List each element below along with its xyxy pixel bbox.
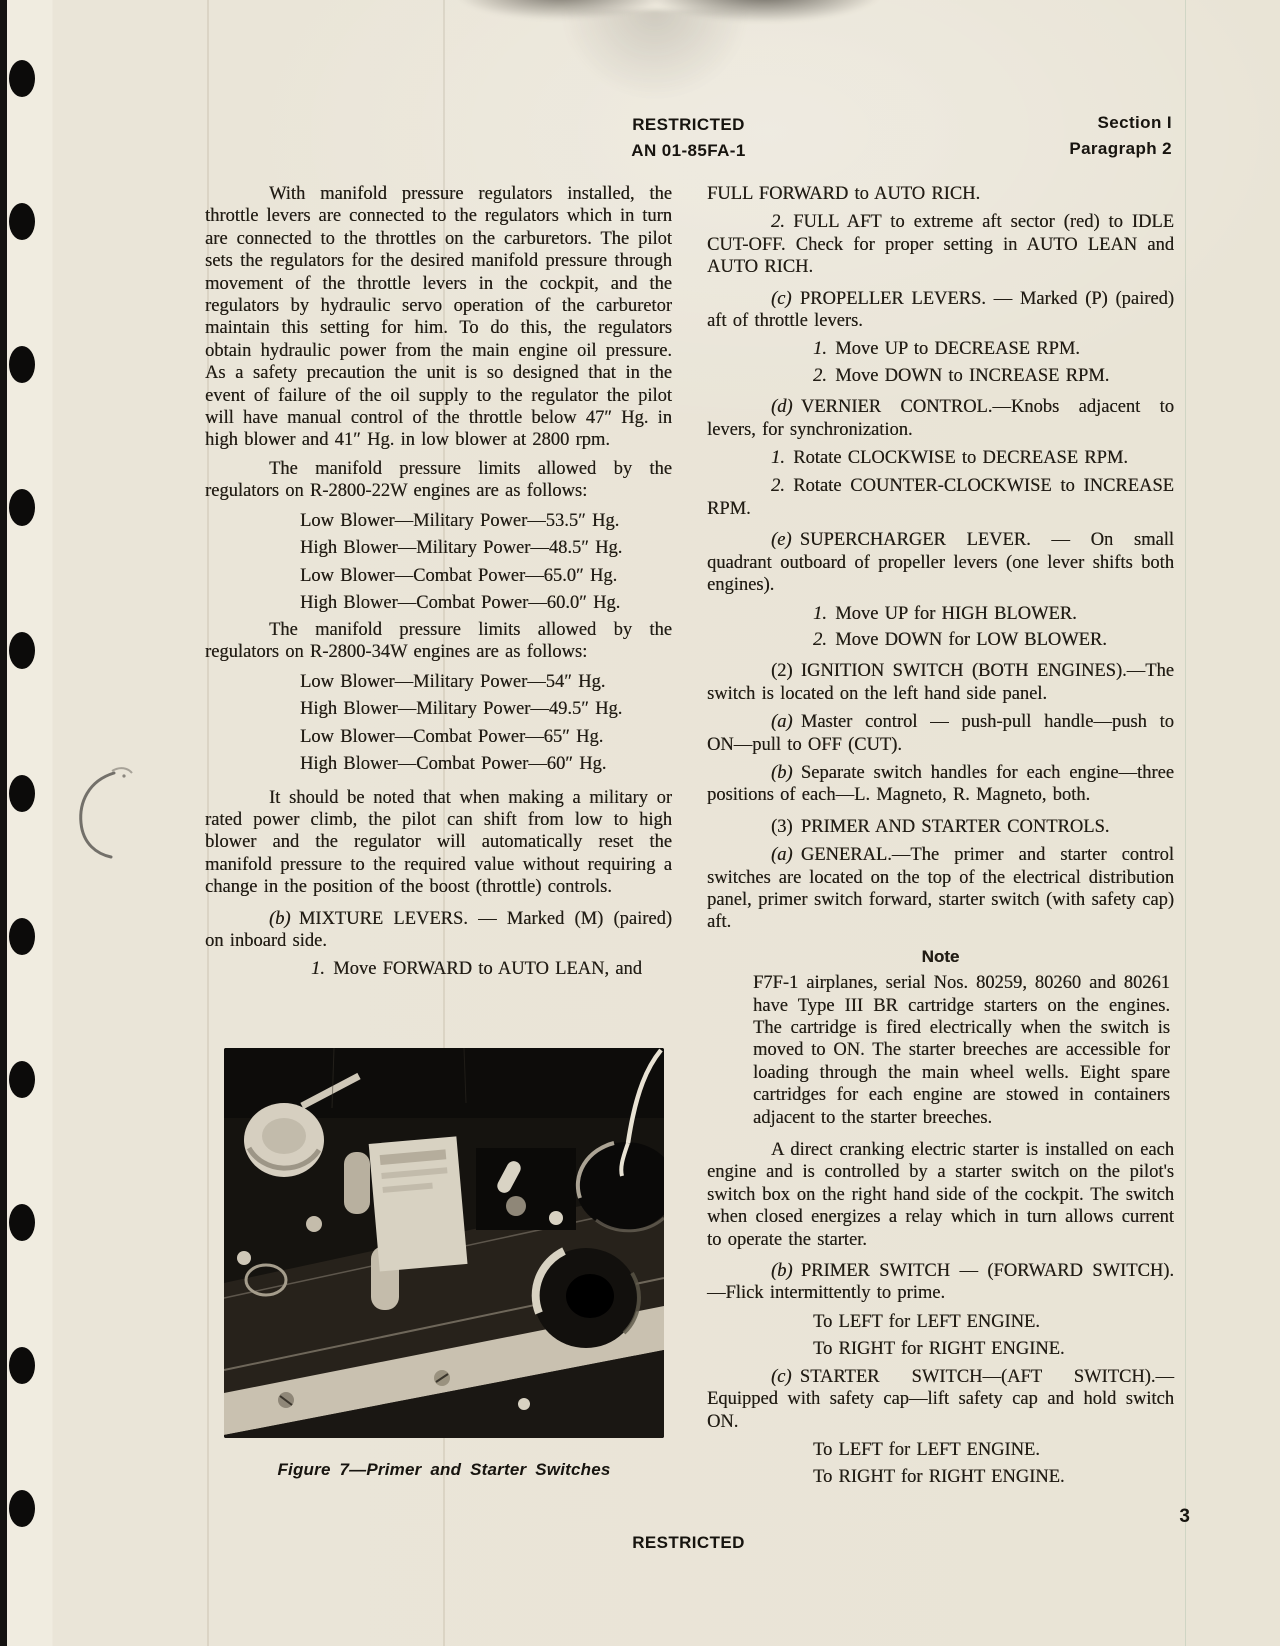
paragraph-text: MIXTURE LEVERS. — Marked (M) (paired) on inboard side.: [205, 908, 672, 951]
binder-hole: [9, 489, 35, 526]
binder-hole: [9, 1347, 35, 1384]
right-column: [707, 183, 1174, 1494]
item-marker: 2.: [813, 629, 827, 650]
spec-line: Low Blower—Combat Power—65.0″ Hg.: [300, 565, 618, 586]
binder-hole: [9, 203, 35, 240]
paper-crease: [1185, 0, 1186, 1646]
item-marker: 2.: [771, 476, 785, 497]
item-marker: (a): [771, 845, 793, 866]
item-marker: 2.: [771, 212, 785, 233]
paragraph-text: PROPELLER LEVERS. — Marked (P) (paired) aft of throttle levers.: [707, 288, 1174, 332]
paragraph-text: GENERAL.—The primer and starter control switches are located on the top of the electrical distribution panel, primer switch forward, starter switch (with safety cap) aft.: [707, 845, 1174, 933]
figure: [224, 1048, 664, 1480]
paragraph: [707, 288, 1174, 333]
binder-hole: [9, 346, 35, 383]
header-right: [930, 110, 1172, 162]
item-marker: (d): [771, 397, 793, 418]
paragraph: [707, 211, 1174, 278]
paragraph: [707, 396, 1174, 441]
paragraph-text: Separate switch handles for each engine—three positions of each—L. Magneto, R. Magneto, both.: [707, 762, 1174, 806]
paragraph-text: Rotate COUNTER-CLOCKWISE to INCREASE RPM.: [707, 476, 1174, 519]
figure-photo: [224, 1048, 664, 1438]
binder-hole: [9, 775, 35, 812]
item-marker: (b): [771, 762, 793, 783]
item-marker: 1.: [311, 959, 325, 980]
paragraph-label: Paragraph 2: [1069, 139, 1172, 158]
binder-hole: [9, 1204, 35, 1241]
item-marker: 1.: [771, 448, 785, 469]
spec-line: Low Blower—Military Power—53.5″ Hg.: [300, 510, 620, 531]
list-item: [813, 629, 1174, 651]
spec-line: Low Blower—Combat Power—65″ Hg.: [300, 726, 604, 747]
note-heading: Note: [921, 946, 960, 966]
binder-hole: [9, 1061, 35, 1098]
paragraph: [707, 447, 1174, 469]
paragraph-text: Move DOWN to INCREASE RPM.: [835, 365, 1110, 386]
paragraph-text: Move UP for HIGH BLOWER.: [835, 603, 1077, 624]
paragraph: It should be noted that when making a military or rated power climb, the pilot can shift from low to high blower and the regulator will automatically reset the manifold pressure to the required value without requiring a change in the position of the boost (throttle) controls.: [205, 787, 672, 898]
pen-mark: [66, 760, 140, 864]
paragraph-text: SUPERCHARGER LEVER. — On small quadrant outboard of propeller levers (one lever shifts both engines).: [707, 530, 1174, 596]
list-item: To RIGHT for RIGHT ENGINE.: [813, 1339, 1065, 1360]
paragraph-text: Move FORWARD to AUTO LEAN, and: [333, 959, 642, 980]
list-item: To LEFT for LEFT ENGINE.: [813, 1439, 1040, 1460]
paragraph-text: VERNIER CONTROL.—Knobs adjacent to levers, for synchronization.: [707, 397, 1174, 440]
paragraph: [707, 529, 1174, 596]
paragraph-text: IGNITION SWITCH (BOTH ENGINES).—The switch is located on the left hand side panel.: [707, 661, 1174, 704]
paragraph: [707, 1260, 1174, 1305]
figure-caption: Figure 7—Primer and Starter Switches: [277, 1460, 611, 1479]
list-item: [311, 958, 672, 980]
paragraph-text: FULL AFT to extreme aft sector (red) to IDLE CUT-OFF. Check for proper setting in AUTO LEAN and AUTO RICH.: [707, 212, 1174, 278]
item-marker: 2.: [813, 365, 827, 386]
item-marker: (e): [771, 530, 792, 551]
paragraph-text: PRIMER AND STARTER CONTROLS.: [800, 816, 1110, 837]
list-item: [813, 603, 1174, 625]
item-marker: (3): [771, 816, 793, 837]
photo-toggle: [344, 1152, 370, 1214]
page-number: 3: [1179, 1506, 1190, 1527]
list-item: To RIGHT for RIGHT ENGINE.: [813, 1467, 1065, 1488]
paragraph: [707, 660, 1174, 705]
paragraph: [205, 908, 672, 953]
list-item: [813, 365, 1174, 387]
spec-line: High Blower—Military Power—48.5″ Hg.: [300, 538, 623, 559]
binder-hole: [9, 60, 35, 97]
photo-switch-block: [476, 1148, 576, 1230]
list-item: [813, 338, 1174, 360]
spec-line: High Blower—Combat Power—60″ Hg.: [300, 754, 607, 774]
binder-hole: [9, 918, 35, 955]
paragraph: [707, 475, 1174, 520]
item-marker: (2): [771, 661, 793, 682]
classification-header: RESTRICTED: [632, 115, 745, 134]
spec-line: High Blower—Combat Power—60.0″ Hg.: [300, 593, 621, 614]
item-marker: (b): [269, 908, 291, 929]
item-marker: (a): [771, 712, 793, 733]
footer: [205, 1530, 1172, 1556]
spec-line: Low Blower—Military Power—54″ Hg.: [300, 671, 606, 692]
left-column: [205, 183, 672, 985]
classification-footer: RESTRICTED: [632, 1533, 745, 1552]
binder-hole: [9, 1490, 35, 1527]
item-marker: (c): [771, 288, 792, 309]
paragraph-text: Master control — push-pull handle—push to ON—pull to OFF (CUT).: [707, 712, 1174, 755]
paragraph-text: Rotate CLOCKWISE to DECREASE RPM.: [793, 448, 1128, 469]
paragraph: [707, 844, 1174, 934]
paragraph: [707, 816, 1174, 838]
paragraph: [707, 762, 1174, 807]
scan-smudge: [560, 10, 750, 100]
document-number: AN 01-85FA-1: [631, 141, 746, 160]
list-item: To LEFT for LEFT ENGINE.: [813, 1311, 1040, 1332]
scan-edge-strip: [0, 0, 7, 1646]
paragraph-text: Move UP to DECREASE RPM.: [835, 339, 1080, 360]
paragraph: With manifold pressure regulators installed, the throttle levers are connected to the regulators which in turn are connected to the throttles on the carburetors. The pilot sets the regulators for the desired manifold pressure through movement of the throttle levers in the cockpit, and the regulators by hydraulic servo operation of the carburetor maintain this setting for him. To do this, the regulators obtain hydraulic power from the main engine oil pressure. As a safety precaution the unit is so designed that in the event of failure of the oil supply to the regulator the pilot will have manual control of the throttle below 47″ Hg. in high blower and 41″ Hg. in low blower at 2800 rpm.: [205, 184, 672, 451]
paragraph: The manifold pressure limits allowed by the regulators on R-2800-22W engines are as follows:: [205, 458, 672, 502]
item-marker: 1.: [813, 339, 827, 360]
photo-placard: [369, 1136, 468, 1271]
binder-hole: [9, 632, 35, 669]
section-label: Section I: [1097, 113, 1172, 132]
paragraph-text: PRIMER SWITCH — (FORWARD SWITCH).—Flick intermittently to prime.: [707, 1261, 1174, 1304]
paragraph: The manifold pressure limits allowed by the regulators on R-2800-34W engines are as follows:: [205, 619, 672, 663]
spec-line: High Blower—Military Power—49.5″ Hg.: [300, 699, 623, 719]
item-marker: 1.: [813, 603, 827, 624]
paragraph: [707, 1366, 1174, 1433]
paragraph-text: Move DOWN for LOW BLOWER.: [835, 629, 1107, 650]
item-marker: (b): [771, 1261, 793, 1282]
note-body: F7F-1 airplanes, serial Nos. 80259, 80260 and 80261 have Type III BR cartridge starters on the engines. The cartridge is fired electrically when the switch is moved to ON. The starter breeches are accessible for loading through the main wheel wells. Eight spare cartridges for each engine are stowed in containers adjacent to the starter breeches.: [753, 973, 1170, 1128]
paragraph: [707, 711, 1174, 756]
paragraph: FULL FORWARD to AUTO RICH.: [707, 184, 981, 204]
paragraph-text: STARTER SWITCH—(AFT SWITCH).— Equipped with safety cap—lift safety cap and hold switch ON.: [707, 1366, 1174, 1432]
item-marker: (c): [771, 1366, 792, 1387]
paragraph: A direct cranking electric starter is installed on each engine and is controlled by a starter switch on the pilot's switch box on the right hand side of the cockpit. The switch when closed energizes a relay which in turn allows current to operate the starter.: [707, 1140, 1174, 1250]
